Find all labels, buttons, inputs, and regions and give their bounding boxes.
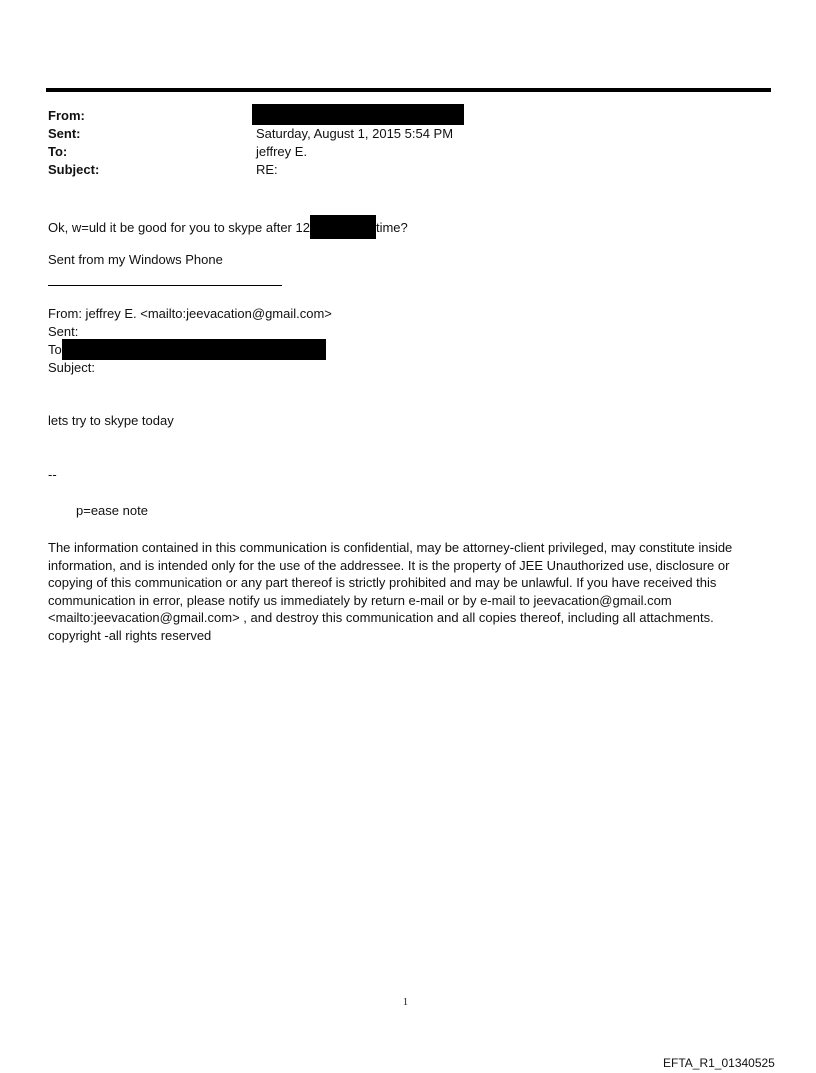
sent-value: Saturday, August 1, 2015 5:54 PM bbox=[256, 126, 454, 141]
page-number: 1 bbox=[403, 997, 408, 1008]
signature-note: p=ease note bbox=[76, 503, 148, 518]
reply-line bbox=[48, 215, 408, 239]
quoted-sent-label: Sent: bbox=[48, 324, 79, 339]
quoted-subject-label: Subject: bbox=[48, 360, 95, 375]
quoted-message: lets try to skype today bbox=[48, 413, 174, 428]
time-redaction bbox=[310, 215, 376, 239]
to-value: jeffrey E. bbox=[256, 144, 308, 159]
confidentiality-disclaimer: The information contained in this communication is confidential, may be attorney-client privileged, may constitute inside information, and is intended only for the use of the addressee. It is the property of JEE Unauthorized use, disclosure or copying of this communication or any part thereof is strictly prohibited and may be unlawful. If you have received this communication in error, please notify us immediately by return e-mail or by e-mail to jeevacation@gmail.com <mailto:jeevacation@gmail.com> , and destroy this communication and all copies thereof, including all attachments. copyright -all rights reserved bbox=[48, 540, 733, 643]
subject-label: Subject: bbox=[48, 162, 100, 177]
quoted-from: From: jeffrey E. <mailto:jeevacation@gmail.com> bbox=[48, 306, 332, 321]
subject-value: RE: bbox=[256, 162, 278, 177]
quote-separator bbox=[48, 285, 282, 286]
from-redaction bbox=[252, 104, 464, 125]
sent-label: Sent: bbox=[48, 126, 81, 141]
document-id: EFTA_R1_01340525 bbox=[663, 1056, 775, 1070]
reply-line-end: time? bbox=[375, 220, 408, 235]
header-rule bbox=[46, 88, 771, 92]
signature-dashes: -- bbox=[48, 467, 57, 482]
to-label: To: bbox=[48, 144, 68, 159]
quoted-to-redaction bbox=[62, 339, 326, 360]
signature: Sent from my Windows Phone bbox=[48, 252, 223, 267]
quoted-to-label: To bbox=[48, 342, 62, 357]
reply-line-start: Ok, w=uld it be good for you to skype after 12 bbox=[48, 220, 310, 235]
from-label: From: bbox=[48, 108, 85, 123]
